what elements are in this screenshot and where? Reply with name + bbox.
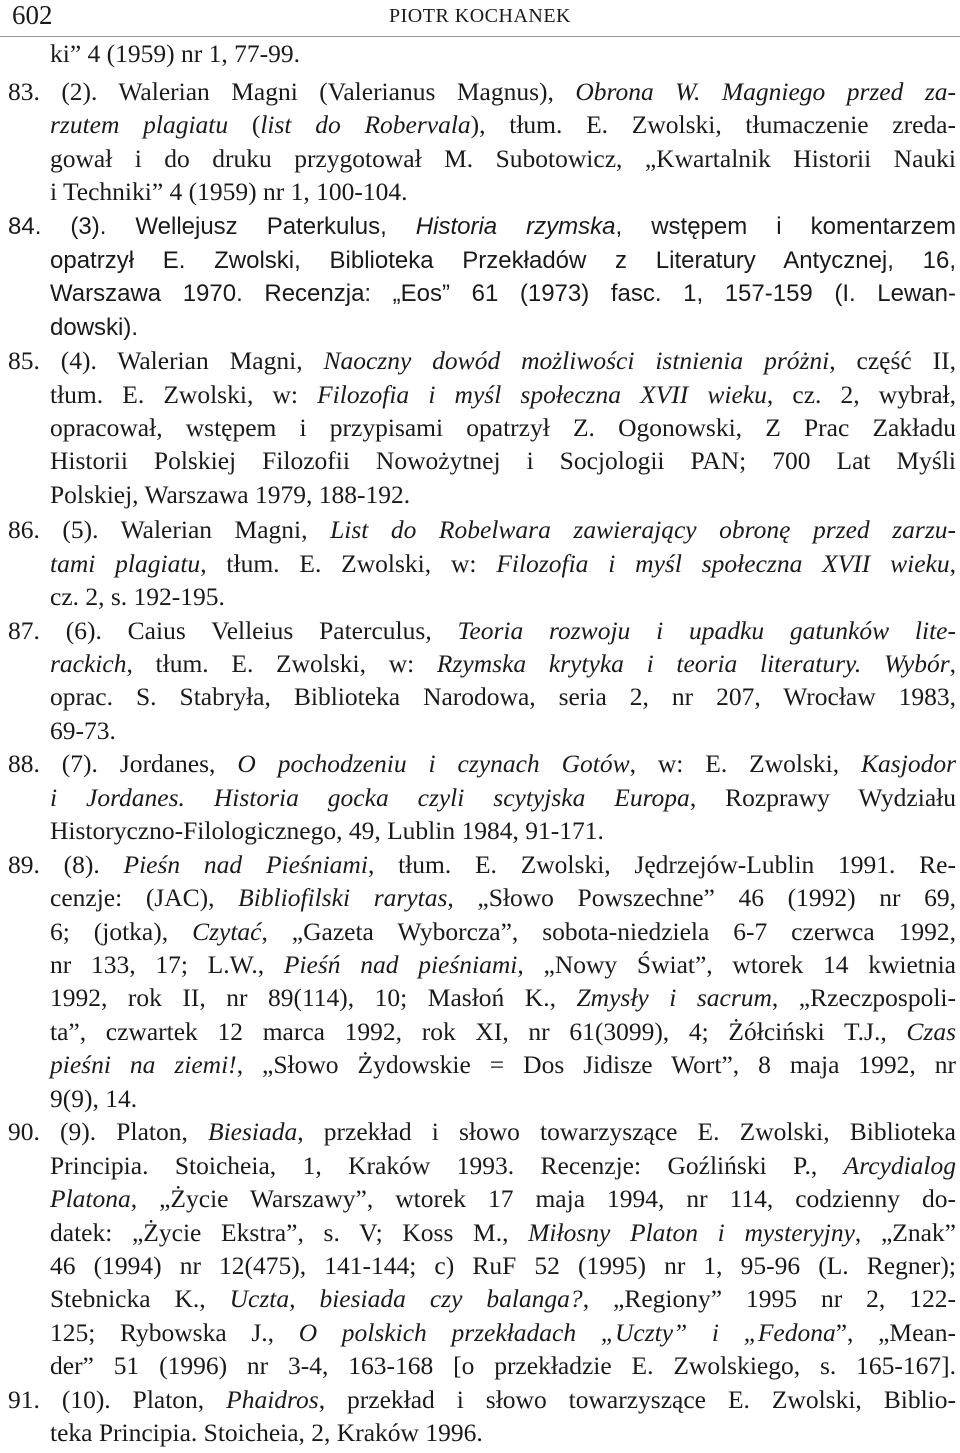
italic-title-segment: O pochodzeniu i czynach Gotów [237,749,630,778]
text-segment: , [949,649,957,678]
italic-title-segment: Uczta, biesiada czy balanga? [229,1284,583,1313]
text-segment: 83. (2). Walerian Magni (Valerianus Magnus), [8,77,576,106]
text-segment: gował i do druku przygotował M. Subotowicz, „Kwartalnik Historii Nauki [50,144,956,173]
italic-title-segment: i Jordanes. Historia gocka czyli scytyjska Europa [50,783,690,812]
text-segment: , przekład i słowo towarzyszące E. Zwolski, Biblioteka [297,1117,957,1146]
text-segment: 1992, rok II, nr 89(114), 10; Masłoń K., [50,983,577,1012]
page-number: 602 [12,0,53,30]
italic-title-segment: Miłosny Platon i mysteryjny [528,1218,855,1247]
text-line [8,1115,956,1149]
text-segment: , przekład i słowo towarzyszące E. Zwolski, Biblio- [318,1385,957,1414]
text-segment: ”, „Mean- [835,1318,956,1347]
text-line [50,108,956,142]
text-segment: Historii Polskiej Filozofii Nowożytnej i Socjologii PAN; 700 Lat Myśli [50,446,956,475]
text-segment: 9(9), 14. [50,1084,138,1113]
text-line [50,1249,956,1283]
text-segment: teka Principia. Stoicheia, 2, Kraków 1996. [50,1418,483,1447]
text-segment: , „Słowo Powszechne” 46 (1992) nr 69, [447,883,956,912]
italic-title-segment: Rzymska krytyka i teoria literatury. Wybór [436,649,950,678]
text-line [8,1383,956,1417]
running-head: PIOTR KOCHANEK [389,5,571,27]
text-segment: 85. (4). Walerian Magni, [8,346,324,375]
text-segment: ta”, czwartek 12 marca 1992, rok XI, nr 61(3099), 4; Żółciński T.J., [50,1017,907,1046]
text-segment: 90. (9). Platon, [8,1117,209,1146]
text-segment: opracował, wstępem i przypisami opatrzył Z. Ogonowski, Z Prac Zakładu [50,413,956,442]
text-line [50,1282,956,1316]
text-segment: Principia. Stoicheia, 1, Kraków 1993. Recenzje: Goźliński P., [50,1151,844,1180]
text-line [50,580,260,614]
text-segment: 69-73. [50,716,116,745]
text-line [50,444,956,478]
text-segment: 88. (7). Jordanes, [8,749,238,778]
text-segment: , wstępem i komentarzem [615,213,956,240]
text-line [50,814,710,848]
text-segment: , „Nowy Świat”, wtorek 14 kwietnia [517,950,956,979]
text-line [50,915,956,949]
text-line [50,175,470,209]
italic-title-segment: Pieśń nad pieśniami [283,950,518,979]
text-line [8,344,956,378]
text-segment: tłum. E. Zwolski, w: [50,380,318,409]
text-segment: 6; (jotka), [50,917,193,946]
text-line [50,680,956,714]
italic-title-segment: tami plagiatu [50,549,201,578]
text-line [50,311,200,345]
italic-title-segment: List do Robelwara zawierający obronę przed zarzu- [330,515,956,544]
text-line [50,981,956,1015]
text-segment: 125; Rybowska J., [50,1318,299,1347]
italic-title-segment: Czas [906,1017,956,1046]
text-line [50,1082,160,1116]
italic-title-segment: Czytać [192,917,262,946]
italic-title-segment: rackich [50,649,127,678]
text-line [50,1182,956,1216]
text-line [50,1216,956,1250]
italic-title-segment: Pieśn nad Pieśniami [123,850,368,879]
text-segment: 89. (8). [8,850,124,879]
page-header [0,0,960,37]
text-line [8,513,956,547]
italic-title-segment: Arcydialog [843,1151,956,1180]
text-segment: 46 (1994) nr 12(475), 141-144; c) RuF 52 (1995) nr 1, 95-96 (L. Regner); [50,1251,956,1280]
text-line [8,210,956,244]
text-line [50,244,956,278]
italic-title-segment: O polskich przekładach „Uczty” i „Fedona [298,1318,836,1347]
text-line [50,1015,956,1049]
text-line [8,848,956,882]
text-segment: opatrzył E. Zwolski, Biblioteka Przekładów z Literatury Antycznej, 16, [50,247,956,274]
text-segment: , „Znak” [854,1218,956,1247]
text-segment: Polskiej, Warszawa 1979, 188-192. [50,480,411,509]
text-segment: , część II, [829,346,956,375]
text-line [50,1349,956,1383]
italic-title-segment: Phaidros [226,1385,319,1414]
text-line [50,277,956,311]
text-segment: i Techniki” 4 (1959) nr 1, 100-104. [50,177,408,206]
italic-title-segment: list do Robervala [260,110,471,139]
text-segment: nr 133, 17; L.W., [50,950,284,979]
text-segment: dowski). [50,314,139,341]
text-segment: , [949,549,956,578]
text-line [50,478,480,512]
italic-title-segment: Zmysły i sacrum [576,983,772,1012]
text-segment: , w: E. Zwolski, [629,749,862,778]
text-segment: cz. 2, s. 192-195. [50,582,225,611]
text-segment: der” 51 (1996) nr 3-4, 163-168 [o przekładzie E. Zwolskiego, s. 165-167]. [50,1351,956,1380]
text-line [50,948,956,982]
italic-title-segment: Naoczny dowód możliwości istnienia próżni [323,346,830,375]
italic-title-segment: Kasjodor [861,749,956,778]
text-line [8,747,956,781]
italic-title-segment: Historia rzymska [415,213,616,240]
text-line [50,37,350,71]
text-segment: cenzje: (JAC), [50,883,239,912]
text-segment: 86. (5). Walerian Magni, [8,515,331,544]
italic-title-segment: Platona [50,1184,131,1213]
text-segment: , „Życie Warszawy”, wtorek 17 maja 1994, nr 114, codzienny do- [130,1184,956,1213]
text-line [50,1149,956,1183]
italic-title-segment: pieśni na ziemi! [50,1050,237,1079]
text-segment: , „Słowo Żydowskie = Dos Jidisze Wort”, 8 maja 1992, nr [236,1050,957,1079]
text-line [50,881,956,915]
text-segment: 84. (3). Wellejusz Paterkulus, [8,213,416,240]
italic-title-segment: Filozofia i myśl społeczna XVII wieku [496,549,950,578]
text-line [50,647,956,681]
text-line [50,1048,956,1082]
text-segment: datek: „Życie Ekstra”, s. V; Koss M., [50,1218,529,1247]
text-line [8,75,956,109]
text-line [8,614,956,648]
text-line [50,378,956,412]
text-segment: , Rozprawy Wydziału [689,783,956,812]
text-line [50,714,140,748]
italic-title-segment: Obrona W. Magniego przed za- [575,77,956,106]
text-segment: , tłum. E. Zwolski, w: [126,649,437,678]
text-line [50,1416,570,1450]
italic-title-segment: rzutem plagiatu [50,110,229,139]
text-segment: , cz. 2, wybrał, [766,380,956,409]
text-segment: Stebnicka K., [50,1284,230,1313]
text-segment: , „Rzeczpospoli- [771,983,956,1012]
text-segment: ), tłum. E. Zwolski, tłumaczenie zreda- [470,110,956,139]
text-segment: ki” 4 (1959) nr 1, 77-99. [50,39,300,68]
text-segment: , tłum. E. Zwolski, Jędrzejów-Lublin 1991. Re- [367,850,956,879]
text-segment: 87. (6). Caius Velleius Paterculus, [8,616,458,645]
text-segment: , tłum. E. Zwolski, w: [200,549,497,578]
text-line [50,142,956,176]
text-segment: ( [228,110,261,139]
text-line [50,547,956,581]
italic-title-segment: Biesiada [208,1117,298,1146]
text-segment: Historyczno-Filologicznego, 49, Lublin 1984, 91-171. [50,816,604,845]
text-segment: 91. (10). Platon, [8,1385,227,1414]
italic-title-segment: Filozofia i myśl społeczna XVII wieku [317,380,767,409]
text-segment: oprac. S. Stabryła, Biblioteka Narodowa, seria 2, nr 207, Wrocław 1983, [50,682,956,711]
text-line [50,781,956,815]
text-line [50,411,956,445]
text-segment: Warszawa 1970. Recenzja: „Eos” 61 (1973) fasc. 1, 157-159 (I. Lewan- [50,280,956,307]
text-segment: , „Regiony” 1995 nr 2, 122- [582,1284,956,1313]
italic-title-segment: Teoria rozwoju i upadku gatunków lite- [457,616,956,645]
text-segment: , „Gazeta Wyborcza”, sobota-niedziela 6-7 czerwca 1992, [261,917,956,946]
italic-title-segment: Bibliofilski rarytas [238,883,448,912]
text-line [50,1316,956,1350]
